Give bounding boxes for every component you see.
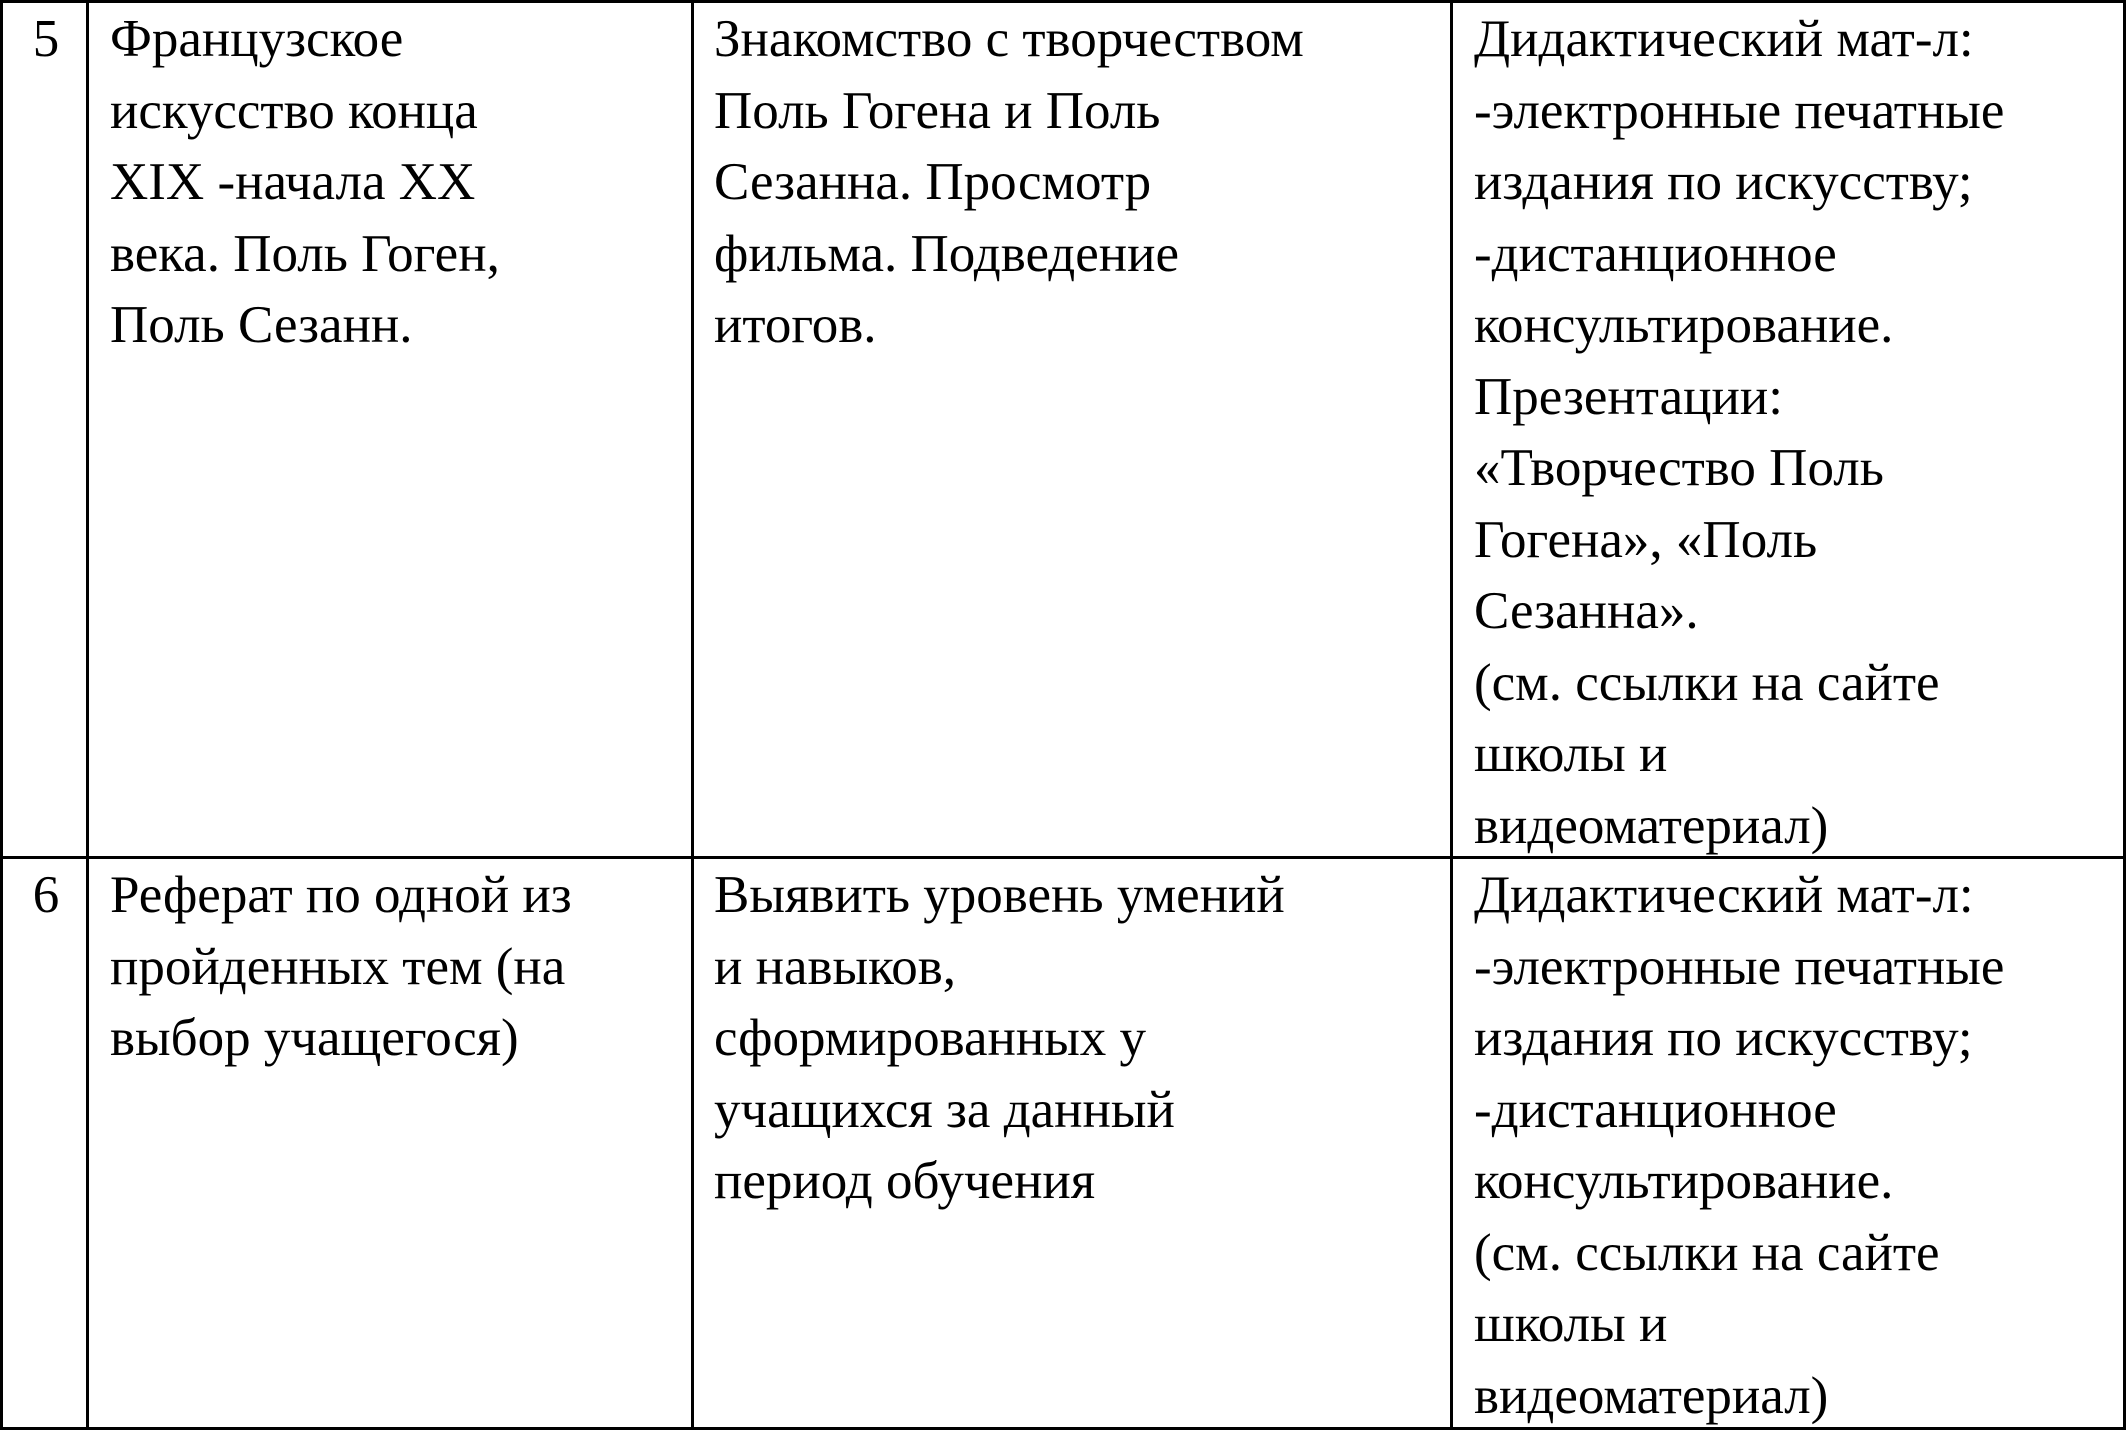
content-cell: Знакомство с творчеством Поль Гогена и Поль Сезанна. Просмотр фильма. Подведение итогов. — [714, 10, 1304, 354]
column-divider-3 — [1450, 0, 1453, 1430]
column-divider-1 — [86, 0, 89, 1430]
topic-cell: Реферат по одной из пройденных тем (на выбор учащегося) — [110, 866, 572, 1067]
resources-cell: Дидактический мат-л: -электронные печатные издания по искусству; -дистанционное консультирование. (см. ссылки на сайте школы и видеоматериал) — [1474, 866, 2005, 1425]
column-divider-2 — [691, 0, 694, 1430]
row-number: 6 — [32, 866, 60, 924]
resources-cell: Дидактический мат-л: -электронные печатные издания по искусству; -дистанционное консультирование. Презентации: «Творчество Поль Гогена», «Поль Сезанна». (см. ссылки на сайте школы и видеоматериал) — [1474, 10, 2005, 855]
row-number: 5 — [32, 10, 60, 68]
topic-cell: Французское искусство конца XIX -начала XX века. Поль Гоген, Поль Сезанн. — [110, 10, 500, 354]
content-cell: Выявить уровень умений и навыков, сформированных у учащихся за данный период обучения — [714, 866, 1285, 1210]
table-border-top — [0, 0, 2124, 3]
table-border-left — [0, 0, 3, 1430]
